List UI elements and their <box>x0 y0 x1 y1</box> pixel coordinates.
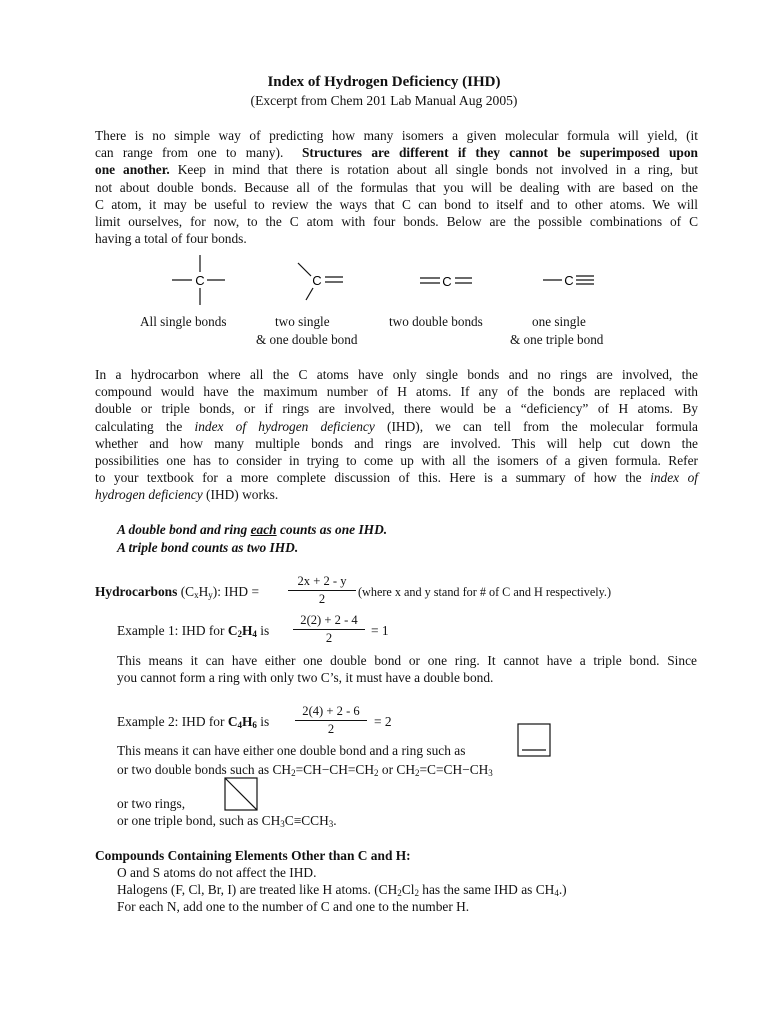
example2-line1: This means it can have either one double bond and a ring such as <box>117 743 466 758</box>
bicyclobutane-structure <box>224 777 258 811</box>
paragraph-line: whether and how many multiple bonds and rings are involved. This will help cut down the <box>95 435 698 451</box>
example1-fraction <box>293 613 365 646</box>
example1-result: = 1 <box>371 623 389 638</box>
ihd-term: hydrogen deficiency <box>95 487 203 503</box>
paragraph-line: you cannot form a ring with only two C’s, it must have a double bond. <box>117 670 494 686</box>
page-title: Index of Hydrogen Deficiency (IHD) <box>267 74 501 90</box>
paragraph-line: possibilities one has to consider in trying to come up with all the isomers of a given formula. Refer <box>95 453 698 469</box>
example2-result: = 2 <box>374 714 392 729</box>
example2-line3: or two rings, <box>117 796 186 811</box>
paragraph-line: In a hydrocarbon where all the C atoms have only single bonds and no rings are involved, the <box>95 367 698 382</box>
fraction-denominator: 2 <box>318 592 326 606</box>
caption-one-double: & one double bond <box>256 332 358 347</box>
fraction-numerator: 2(2) + 2 - 4 <box>293 613 365 630</box>
formula-note: (where x and y stand for # of C and H respectively.) <box>358 585 612 599</box>
cyclobutene-structure <box>517 723 551 757</box>
example2-line2: or two double bonds such as $CH_2=CH-CH=CH_2$ or $CH_2=C=CH-CH_3$ <box>117 762 493 778</box>
other-elements-line: Halogens (F, Cl, Br, I) are treated like H atoms. ($CH_2Cl_2$ has the same IHD as $CH_4$.) <box>117 882 567 898</box>
other-elements-heading: Compounds Containing Elements Other than C and H: <box>95 848 411 863</box>
paragraph-line: to your textbook for a more complete discussion of this. Here is a summary of how the index of <box>95 470 698 486</box>
intro-line: not about double bonds. Because all of the formulas that you will be dealing with are based on the <box>95 179 698 195</box>
paragraph-line: double or triple bonds, or if rings are involved, there would be a “deficiency” of H atoms. By <box>95 401 698 417</box>
intro-line: limit ourselves, for now, to the C atom with four bonds. Below are the possible combinations of C <box>95 214 698 230</box>
caption-two-single: two single <box>275 314 330 329</box>
intro-line: can range from one to many). Structures are different if they cannot be superimposed upon <box>95 145 698 161</box>
carbon-atom-label: C <box>564 273 574 288</box>
ihd-general-fraction <box>288 574 356 607</box>
rule-double-bond-ring: A double bond and ring each counts as one IHD. <box>117 522 388 537</box>
ihd-term: index of <box>650 470 698 486</box>
intro-line: one another. Keep in mind that there is rotation about all single bonds not involved in a ring, but <box>95 162 699 178</box>
caption-one-triple: & one triple bond <box>510 332 604 347</box>
example2-label: Example 2: IHD for $C_4H_6$ is <box>117 714 270 730</box>
example1-label: Example 1: IHD for $C_2H_4$ is <box>117 623 270 639</box>
paragraph-line: compound would have the maximum number of H atoms. If any of the bonds are replaced with <box>95 384 698 400</box>
rule-triple-bond: A triple bond counts as two IHD. <box>117 540 299 555</box>
carbon-atom-label: C <box>312 273 322 288</box>
paragraph-line: hydrogen deficiency (IHD) works. <box>95 487 279 503</box>
caption-two-double: two double bonds <box>389 314 483 329</box>
other-elements-line: O and S atoms do not affect the IHD. <box>117 865 317 880</box>
fraction-denominator: 2 <box>325 631 333 645</box>
paragraph-line: This means it can have either one double bond or one ring. It cannot have a triple bond. Since <box>117 653 697 668</box>
intro-emphasis: one another. <box>95 162 170 178</box>
ihd-term: index of hydrogen deficiency <box>194 418 375 434</box>
deficiency-paragraph <box>95 366 698 504</box>
intro-line: C atom, it may be useful to review the ways that C can bond to itself and to other atoms. We will <box>95 196 698 212</box>
example2-line4: or one triple bond, such as $CH_3C\equiv CCH_3$. <box>117 813 337 829</box>
example2-fraction <box>295 704 367 737</box>
hydrocarbons-formula-label: Hydrocarbons $(C_xH_y)$: IHD = <box>95 584 259 600</box>
intro-line: having a total of four bonds. <box>95 231 247 247</box>
carbon-atom-label: C <box>442 274 452 289</box>
caption-one-single: one single <box>532 314 586 329</box>
fraction-denominator: 2 <box>327 722 335 736</box>
paragraph-line: calculating the index of hydrogen deficiency (IHD), we can tell from the molecular formula <box>95 418 698 434</box>
fraction-numerator: 2x + 2 - y <box>288 574 356 591</box>
page-subtitle: (Excerpt from Chem 201 Lab Manual Aug 2005) <box>250 93 518 108</box>
caption-all-single: All single bonds <box>140 314 227 329</box>
other-elements-line: For each N, add one to the number of C and one to the number H. <box>117 899 470 914</box>
carbon-atom-label: C <box>195 273 205 288</box>
fraction-numerator: 2(4) + 2 - 6 <box>295 704 367 721</box>
intro-emphasis: Structures are different if they cannot be superimposed upon <box>301 145 698 161</box>
example1-explanation <box>117 652 697 686</box>
intro-line: There is no simple way of predicting how many isomers a given molecular formula will yield, (it <box>95 128 698 143</box>
